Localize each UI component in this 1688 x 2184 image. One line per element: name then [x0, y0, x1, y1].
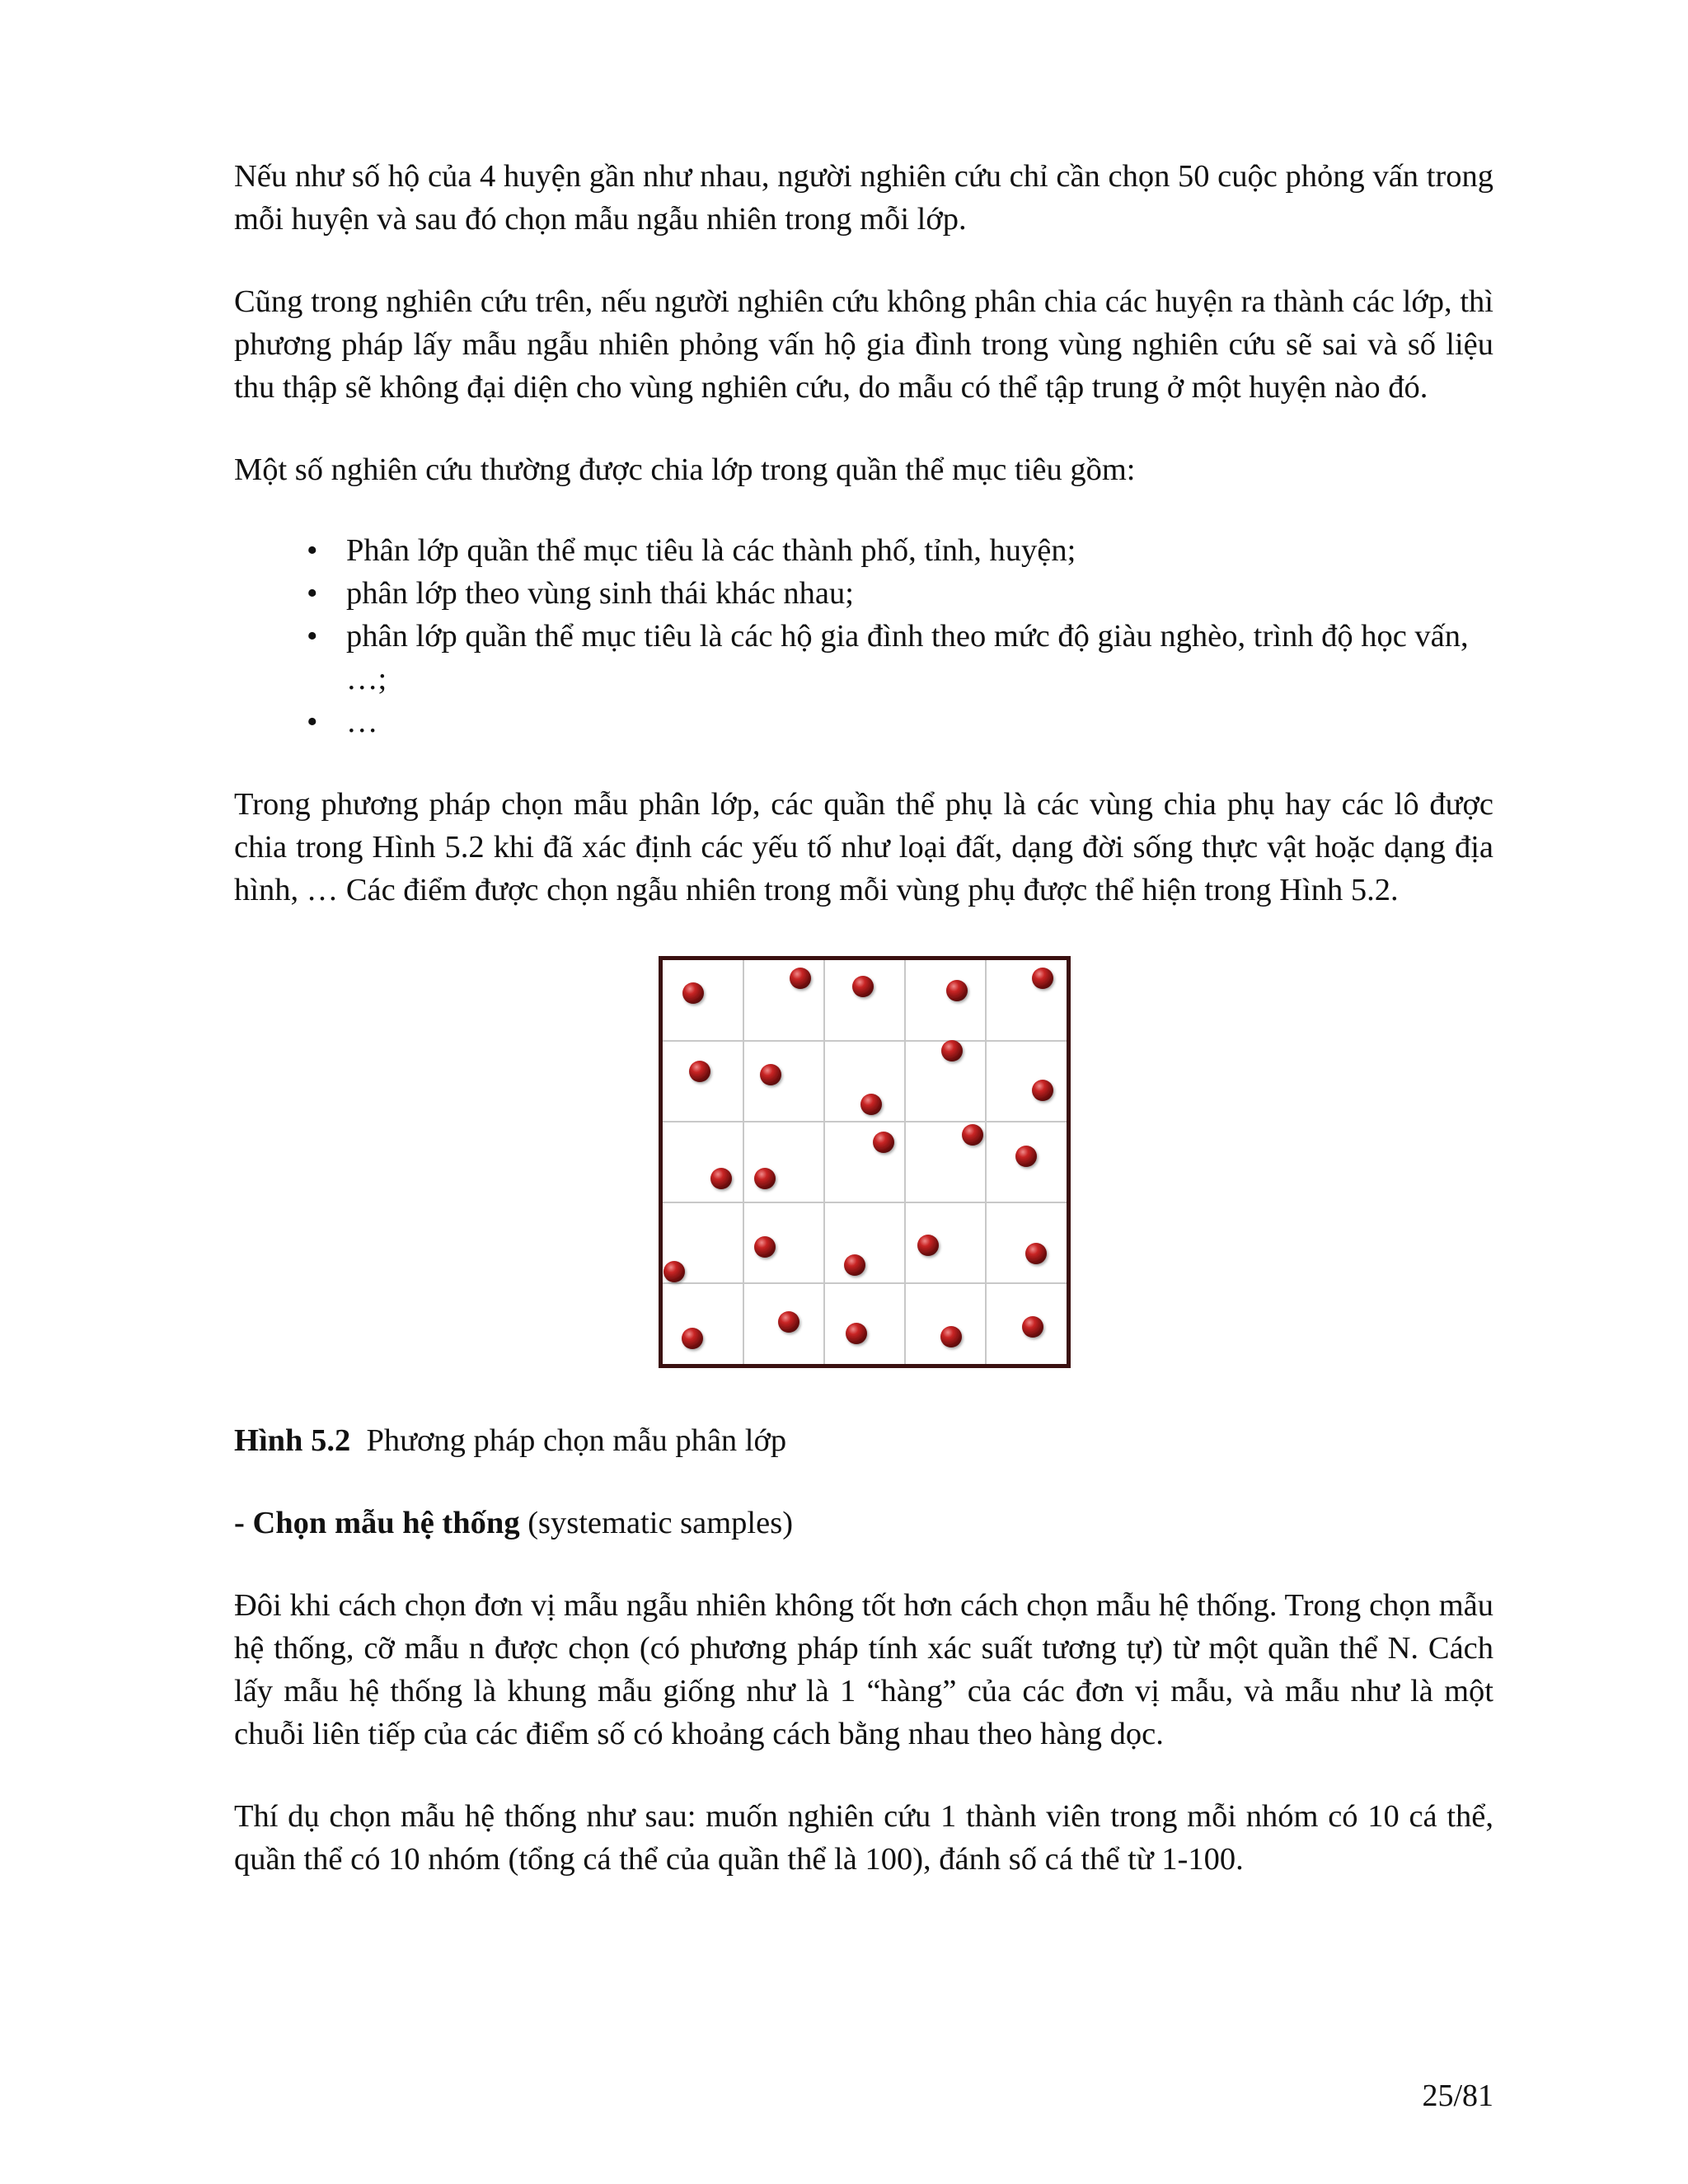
- sample-point: [754, 1168, 776, 1189]
- document-page: [234, 155, 1493, 1881]
- paragraph-6: Thí dụ chọn mẫu hệ thống như sau: muốn nghiên cứu 1 thành viên trong mỗi nhóm có 10 cá thể, quần thể có 10 nhóm (tổng cá thể của quần thể là 100), đánh số cá thể từ 1-100.: [234, 1799, 1493, 1877]
- sample-point: [844, 1254, 865, 1276]
- caption-label: Hình 5.2: [234, 1423, 351, 1458]
- list-item: • …: [234, 701, 1493, 743]
- bullet-glyph: •: [307, 576, 318, 611]
- sample-point: [852, 976, 874, 997]
- grid-lines: [663, 960, 1067, 1364]
- sample-point: [778, 1311, 799, 1333]
- page-number: 25/81: [1422, 2079, 1493, 2113]
- sample-point: [940, 1326, 962, 1347]
- figure-caption: [234, 1419, 1493, 1462]
- sample-point: [917, 1235, 939, 1256]
- bullet-glyph: •: [307, 705, 318, 739]
- sample-point: [754, 1236, 776, 1258]
- heading-bold: - Chọn mẫu hệ thống: [234, 1506, 520, 1540]
- figure-stratified-sampling: [659, 956, 1071, 1368]
- sample-point: [946, 980, 968, 1001]
- sample-point: [1032, 968, 1053, 989]
- sample-point: [790, 968, 811, 989]
- sample-point: [1032, 1080, 1053, 1101]
- bullet-glyph: •: [307, 619, 318, 654]
- sample-point: [941, 1040, 963, 1062]
- section-heading: [234, 1502, 1493, 1544]
- paragraph-4: Trong phương pháp chọn mẫu phân lớp, các quần thể phụ là các vùng chia phụ hay các lô được chia trong Hình 5.2 khi đã xác định các yếu tố như loại đất, dạng đời sống thực vật hoặc dạng địa hình, … Các điểm được chọn ngẫu nhiên trong mỗi vùng phụ được thể hiện trong Hình 5.2.: [234, 787, 1493, 907]
- sample-point: [663, 1261, 685, 1282]
- paragraph-2: Cũng trong nghiên cứu trên, nếu người nghiên cứu không phân chia các huyện ra thành các lớp, thì phương pháp lấy mẫu ngẫu nhiên phỏng vấn hộ gia đình trong vùng nghiên cứu sẽ sai và số liệu thu thập sẽ không đại diện cho vùng nghiên cứu, do mẫu có thể tập trung ở một huyện nào đó.: [234, 284, 1493, 405]
- sample-points: [663, 968, 1053, 1349]
- sample-point: [1015, 1146, 1037, 1167]
- figure-border: [661, 958, 1069, 1366]
- sample-point: [682, 1328, 703, 1349]
- sample-point: [962, 1124, 983, 1146]
- bullet-glyph: •: [307, 533, 318, 568]
- sample-point: [710, 1168, 732, 1189]
- caption-text: Phương pháp chọn mẫu phân lớp: [366, 1423, 787, 1458]
- sample-point: [1025, 1243, 1047, 1264]
- bullet-list: [234, 529, 1493, 743]
- sample-point: [760, 1064, 781, 1085]
- paragraph-1: Nếu như số hộ của 4 huyện gần như nhau, người nghiên cứu chỉ cần chọn 50 cuộc phỏng vấn trong mỗi huyện và sau đó chọn mẫu ngẫu nhiên trong mỗi lớp.: [234, 159, 1493, 237]
- sample-point: [846, 1323, 867, 1344]
- heading-normal: (systematic samples): [528, 1506, 794, 1540]
- paragraph-3: Một số nghiên cứu thường được chia lớp trong quần thể mục tiêu gồm:: [234, 452, 1136, 487]
- sample-point: [873, 1132, 894, 1153]
- paragraph-5: Đôi khi cách chọn đơn vị mẫu ngẫu nhiên không tốt hơn cách chọn mẫu hệ thống. Trong chọn mẫu hệ thống, cỡ mẫu n được chọn (có phương pháp tính xác suất tương tự) từ một quần thể N. Cách lấy mẫu hệ thống là khung mẫu giống như là 1 “hàng” của các đơn vị mẫu, và mẫu như là một chuỗi liên tiếp của các điểm số có khoảng cách bằng nhau theo hàng dọc.: [234, 1588, 1493, 1751]
- sample-point: [1022, 1316, 1043, 1338]
- sample-point: [689, 1061, 710, 1082]
- list-item: • phân lớp quần thể mục tiêu là các hộ gia đình theo mức độ giàu nghèo, trình độ học vấn, …;: [234, 615, 1493, 701]
- list-item: • phân lớp theo vùng sinh thái khác nhau;: [234, 572, 1493, 615]
- sample-point: [682, 982, 704, 1004]
- sample-point: [860, 1094, 882, 1115]
- list-item: • Phân lớp quần thể mục tiêu là các thành phố, tỉnh, huyện;: [234, 529, 1493, 572]
- sampling-grid-figure: [659, 956, 1071, 1368]
